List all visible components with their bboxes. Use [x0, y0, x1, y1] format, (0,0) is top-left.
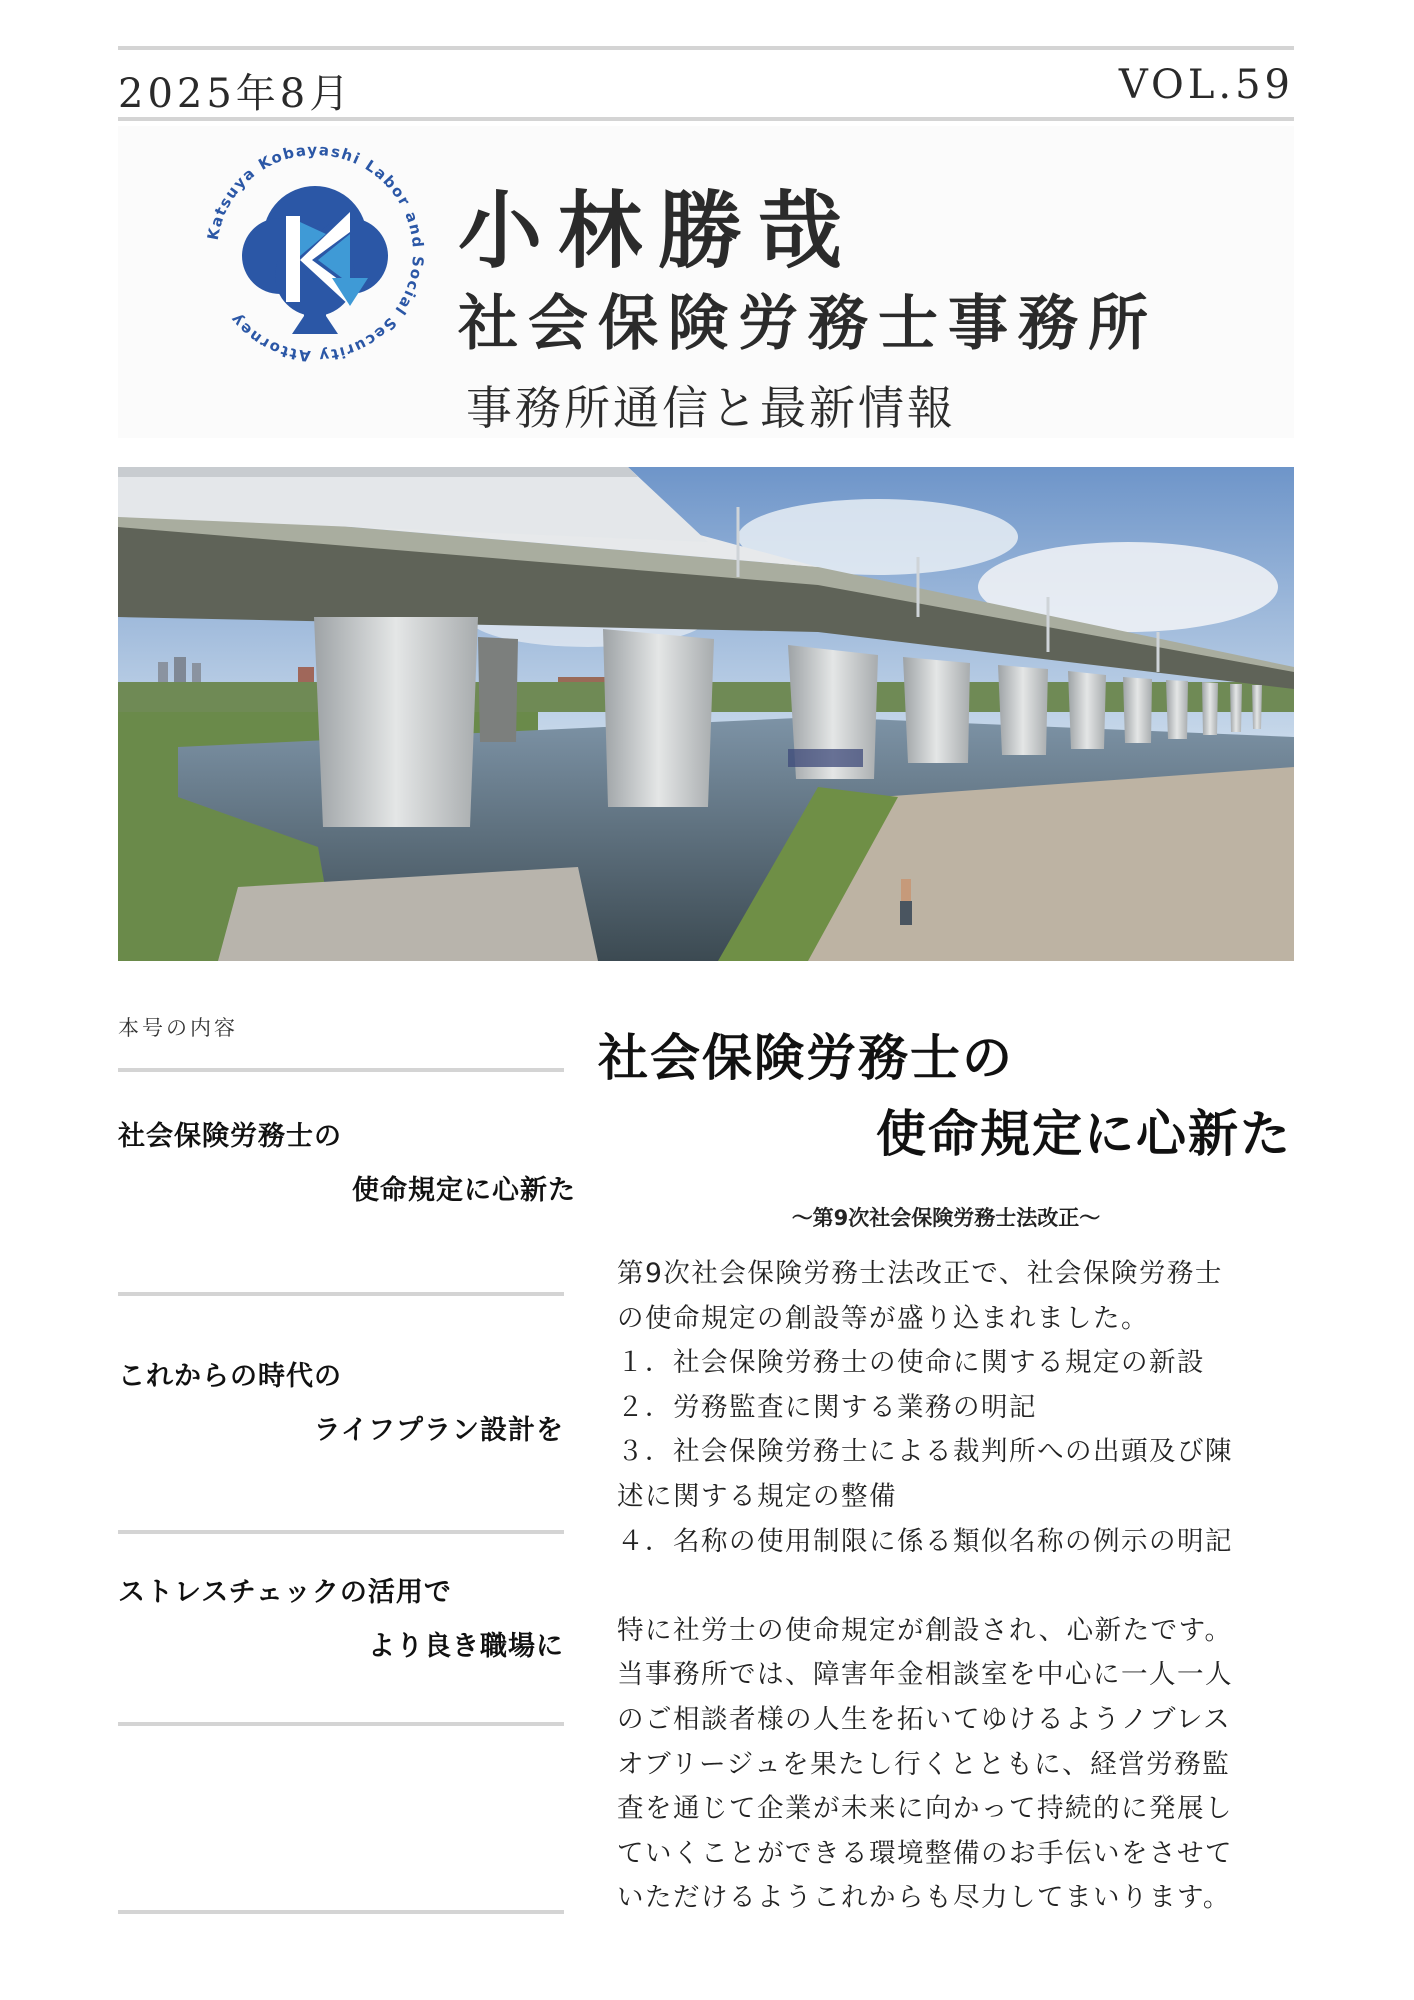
- logo-ring-text: Katsuya Kobayashi Labor and Social Security Attorney: [203, 140, 428, 366]
- tree-k-logo-icon: [200, 138, 430, 368]
- article-line: 特に社労士の使命規定が創設され、心新たです。: [617, 1614, 1233, 1646]
- article-line: 査を通じて企業が未来に向かって持続的に発展し: [617, 1793, 1233, 1825]
- article-line: １．社会保険労務士の使命に関する規定の新設: [617, 1347, 1205, 1379]
- article-subtitle: ～第9次社会保険労務士法改正～: [791, 1206, 1101, 1230]
- toc-item[interactable]: [118, 1114, 576, 1222]
- toc-rule: [118, 1722, 564, 1726]
- toc-rule: [118, 1292, 564, 1296]
- issue-date: 2025年8月: [118, 71, 354, 117]
- article-body: [617, 1252, 1297, 1921]
- toc-item-line2: 使命規定に心新た: [352, 1175, 576, 1206]
- article-line: 述に関する規定の整備: [617, 1480, 897, 1512]
- article-line: ２．労務監査に関する業務の明記: [617, 1391, 1037, 1423]
- article-line: いただけるようこれからも尽力してまいります。: [617, 1882, 1231, 1914]
- newsletter-tagline: 事務所通信と最新情報: [466, 381, 956, 435]
- toc-rule: [118, 1068, 564, 1072]
- article-line: ３．社会保険労務士による裁判所への出頭及び陳: [617, 1436, 1233, 1468]
- issue-volume: VOL.59: [1118, 62, 1294, 108]
- article-line: 当事務所では、障害年金相談室を中心に一人一人: [617, 1659, 1233, 1691]
- office-name-line1: 小林勝哉: [458, 182, 859, 280]
- toc-label: 本号の内容: [118, 1016, 238, 1040]
- office-name-line2: 社会保険労務士事務所: [458, 289, 1158, 359]
- toc-item-line1: ストレスチェックの活用で: [118, 1577, 452, 1608]
- paragraph-gap: [617, 1564, 1297, 1609]
- article-line: のご相談者様の人生を拓いてゆけるようノブレス: [617, 1703, 1232, 1735]
- toc-item-line1: 社会保険労務士の: [118, 1121, 342, 1152]
- article-title-line1: 社会保険労務士の: [598, 1029, 1014, 1087]
- article-line: 第9次社会保険労務士法改正で、社会保険労務士: [617, 1258, 1223, 1289]
- toc-item[interactable]: [118, 1570, 564, 1678]
- article-title-line2: 使命規定に心新た: [876, 1105, 1292, 1163]
- toc-item[interactable]: [118, 1354, 564, 1462]
- toc-item-line2: ライフプラン設計を: [313, 1415, 564, 1446]
- article-line: ていくことができる環境整備のお手伝いをさせて: [617, 1837, 1233, 1869]
- toc-rule: [118, 1910, 564, 1914]
- article-line: ４．名称の使用制限に係る類似名称の例示の明記: [617, 1525, 1233, 1557]
- toc-item-line2: より良き職場に: [368, 1631, 564, 1662]
- toc-item-line1: これからの時代の: [118, 1361, 342, 1392]
- railway-bridge-river-photo: [118, 467, 1294, 961]
- article-line: の使命規定の創設等が盛り込まれました。: [617, 1302, 1149, 1334]
- article-line: オブリージュを果たし行くとともに、経営労務監: [617, 1748, 1231, 1780]
- toc-rule: [118, 1530, 564, 1534]
- masthead-rule: [118, 117, 1294, 121]
- top-rule: [118, 46, 1294, 50]
